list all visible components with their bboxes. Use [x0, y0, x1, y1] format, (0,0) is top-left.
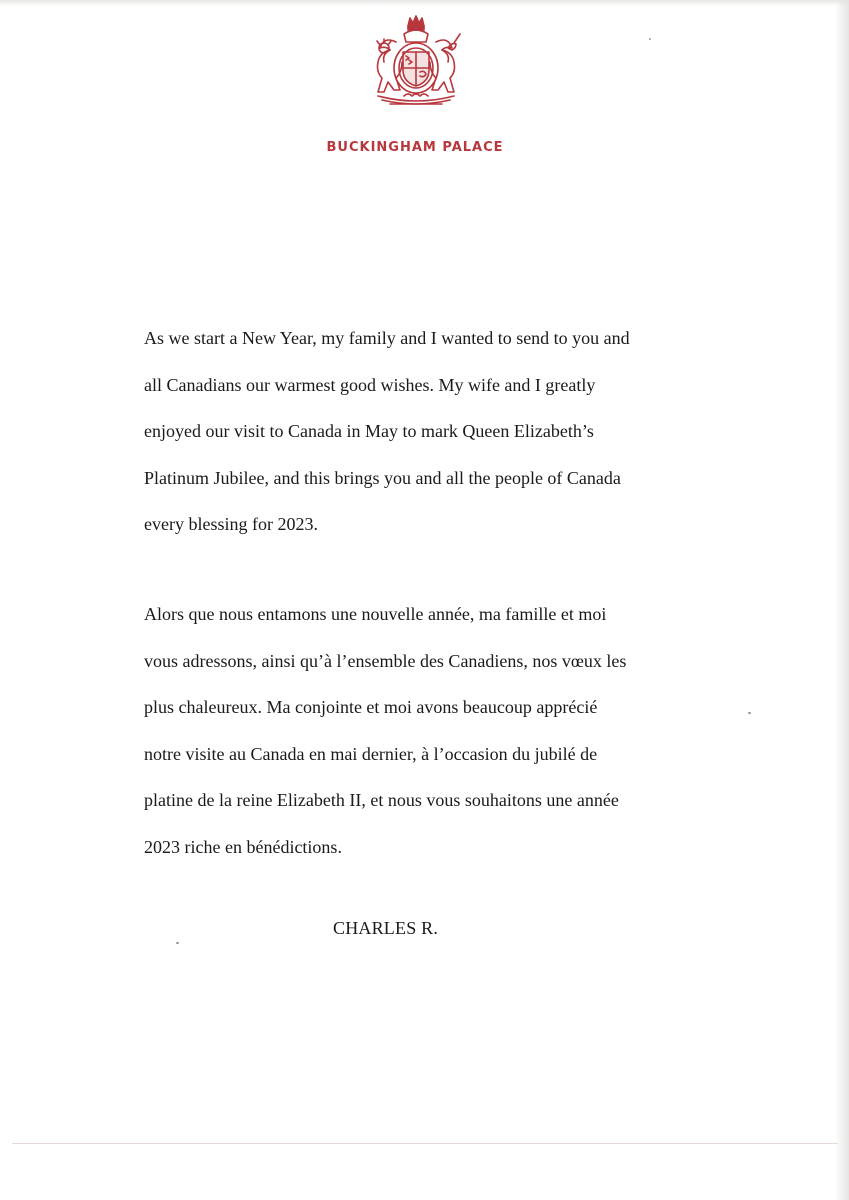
english-line: Platinum Jubilee, and this brings you and all the people of Canada — [144, 467, 621, 488]
scan-edge-shadow — [835, 0, 849, 1200]
scan-top-shadow — [0, 0, 849, 6]
letterhead-title: BUCKINGHAM PALACE — [326, 140, 504, 155]
signature: CHARLES R. — [333, 918, 439, 938]
french-paragraph — [144, 604, 724, 883]
english-paragraph — [144, 328, 724, 561]
french-line: vous adressons, ainsi qu’à l’ensemble des Canadiens, nos vœux les — [144, 650, 627, 671]
scan-speck — [649, 38, 651, 40]
french-line: Alors que nous entamons une nouvelle année, ma famille et moi — [144, 604, 607, 624]
english-line: enjoyed our visit to Canada in May to mark Queen Elizabeth’s — [144, 421, 594, 441]
french-line: platine de la reine Elizabeth II, et nous vous souhaitons une année — [144, 790, 619, 810]
scan-speck — [176, 942, 179, 944]
royal-coat-of-arms-icon — [360, 12, 472, 112]
english-line: As we start a New Year, my family and I wanted to send to you and — [144, 328, 630, 348]
scan-speck — [748, 712, 751, 714]
scan-bottom-line — [12, 1143, 838, 1144]
french-line: notre visite au Canada en mai dernier, à l’occasion du jubilé de — [144, 743, 598, 764]
english-line: all Canadians our warmest good wishes. My wife and I greatly — [144, 374, 596, 395]
french-line: 2023 riche en bénédictions. — [144, 836, 342, 857]
french-line: plus chaleureux. Ma conjointe et moi avons beaucoup apprécié — [144, 697, 598, 717]
english-line: every blessing for 2023. — [144, 514, 318, 534]
